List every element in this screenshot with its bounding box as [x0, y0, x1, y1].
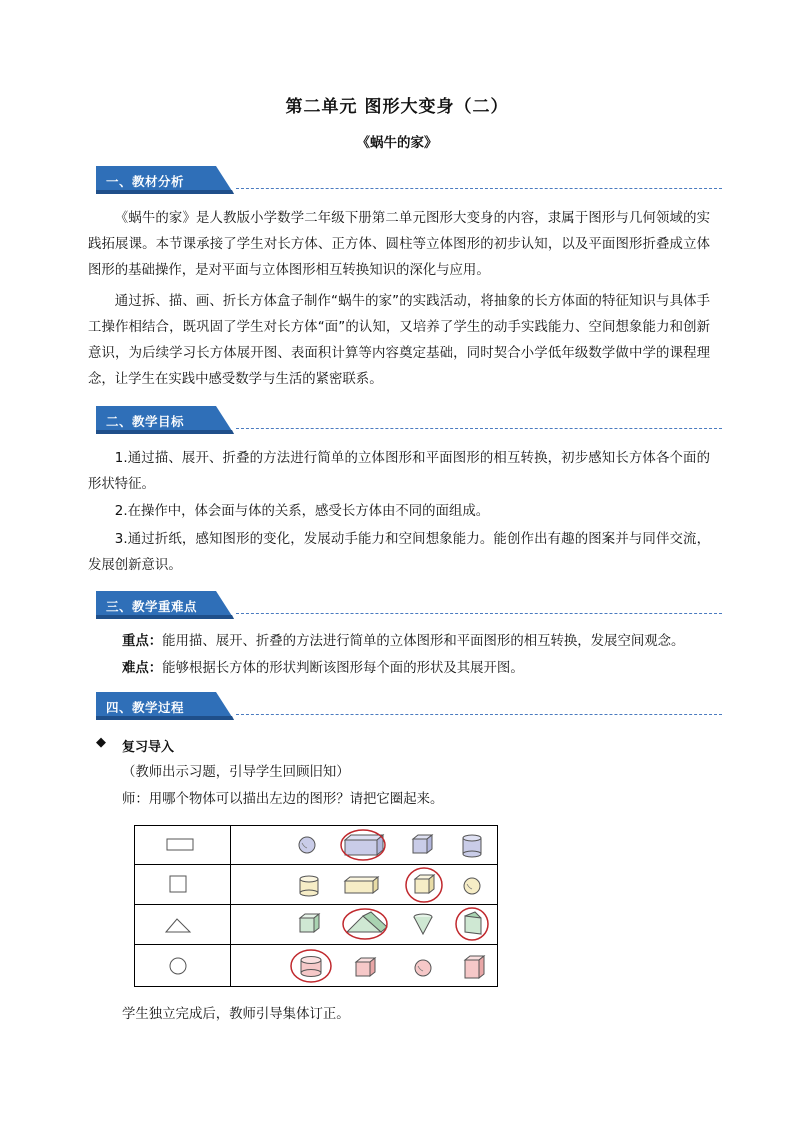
ball-option[interactable] — [299, 837, 315, 853]
difficult-point-label: 难点： — [122, 661, 163, 676]
section-label: 二、教学目标 — [106, 414, 185, 429]
process-note: （教师出示习题，引导学生回顾旧知） — [122, 765, 350, 780]
analysis-paragraph-2: 通过拆、描、画、折长方体盒子制作“蜗牛的家”的实践活动，将抽象的长方体面的特征知识与具体手工操作相结合，既巩固了学生对长方体“面”的认知，又培养了学生的动手实践能力、空间想象能力和创新意识，为后续学习长方体展开图、表面积计算等内容奠定基础，同时契合小学低年级数学做中学的课程理念，让学生在实践中感受数学与生活的紧密联系。 — [88, 294, 710, 387]
section-tab — [96, 692, 236, 720]
cuboid-option[interactable] — [345, 835, 383, 855]
rectangle-shape — [167, 839, 193, 850]
cube-option[interactable] — [413, 835, 432, 853]
triangular-prism-option[interactable] — [347, 912, 387, 932]
cube-option[interactable] — [300, 914, 319, 932]
difficult-point-text: 能够根据长方体的形状判断该图形每个面的形状及其展开图。 — [162, 661, 524, 676]
row-1-shapes — [167, 830, 481, 860]
row-4-shapes — [170, 950, 484, 982]
cuboid-option[interactable] — [345, 877, 378, 893]
section-divider — [236, 714, 722, 715]
section-label: 四、教学过程 — [106, 700, 185, 715]
cuboid-tall-option[interactable] — [465, 956, 484, 978]
key-point-label: 重点： — [122, 634, 163, 649]
process-after-text: 学生独立完成后，教师引导集体订正。 — [122, 1007, 350, 1022]
section-tab — [96, 406, 236, 434]
process-question: 师：用哪个物体可以描出左边的图形？请把它圈起来。 — [122, 792, 444, 807]
analysis-paragraph-1: 《蜗牛的家》是人教版小学数学二年级下册第二单元图形大变身的内容，隶属于图形与几何领域的实践拓展课。本节课承接了学生对长方体、正方体、圆柱等立体图形的初步认知，以及平面图形折叠成立体图形的基础操作，是对平面与立体图形相互转换知识的深化与应用。 — [88, 211, 710, 278]
cube-option[interactable] — [356, 958, 375, 976]
section-tab — [96, 591, 236, 619]
page-subtitle: 《蜗牛的家》 — [356, 135, 438, 151]
section-divider — [236, 613, 722, 614]
key-point-text: 能用描、展开、折叠的方法进行简单的立体图形和平面图形的相互转换，发展空间观念。 — [162, 634, 685, 649]
exercise-table — [134, 825, 498, 987]
circle-shape — [170, 958, 186, 974]
key-point-line — [122, 631, 684, 653]
square-shape — [170, 876, 186, 892]
exercise-drawings — [135, 826, 497, 986]
ball-option[interactable] — [464, 878, 480, 894]
cylinder-option[interactable] — [300, 876, 318, 896]
cube-option[interactable] — [415, 875, 434, 893]
section-divider — [236, 188, 722, 189]
section-label: 三、教学重难点 — [106, 599, 198, 614]
section-tab — [96, 166, 236, 194]
cone-option[interactable] — [414, 914, 432, 934]
triangular-prism-upright-option[interactable] — [465, 912, 481, 934]
cylinder-option[interactable] — [463, 835, 481, 857]
goal-2: 2.在操作中，体会面与体的关系，感受长方体由不同的面组成。 — [114, 504, 490, 519]
goal-3: 3.通过折纸，感知图形的变化，发展动手能力和空间想象能力。能创作出有趣的图案并与同伴交流，发展创新意识。 — [88, 532, 710, 573]
goal-1: 1.通过描、展开、折叠的方法进行简单的立体图形和平面图形的相互转换，初步感知长方体各个面的形状特征。 — [88, 451, 710, 492]
row-3-shapes — [166, 908, 488, 940]
page-title: 第二单元 图形大变身（二） — [285, 97, 509, 117]
section-header-process — [96, 692, 722, 720]
section-divider — [236, 428, 722, 429]
diamond-bullet-icon: ◆ — [96, 735, 106, 750]
section-header-goals — [96, 406, 722, 434]
row-2-shapes — [170, 868, 480, 902]
section-header-keypoints — [96, 591, 722, 619]
difficult-point-line — [122, 658, 524, 680]
ball-option[interactable] — [415, 960, 431, 976]
section-label: 一、教材分析 — [106, 174, 185, 189]
process-step-title: 复习导入 — [122, 740, 175, 755]
section-header-analysis — [96, 166, 722, 194]
triangle-shape — [166, 919, 190, 932]
cylinder-option[interactable] — [301, 957, 321, 977]
